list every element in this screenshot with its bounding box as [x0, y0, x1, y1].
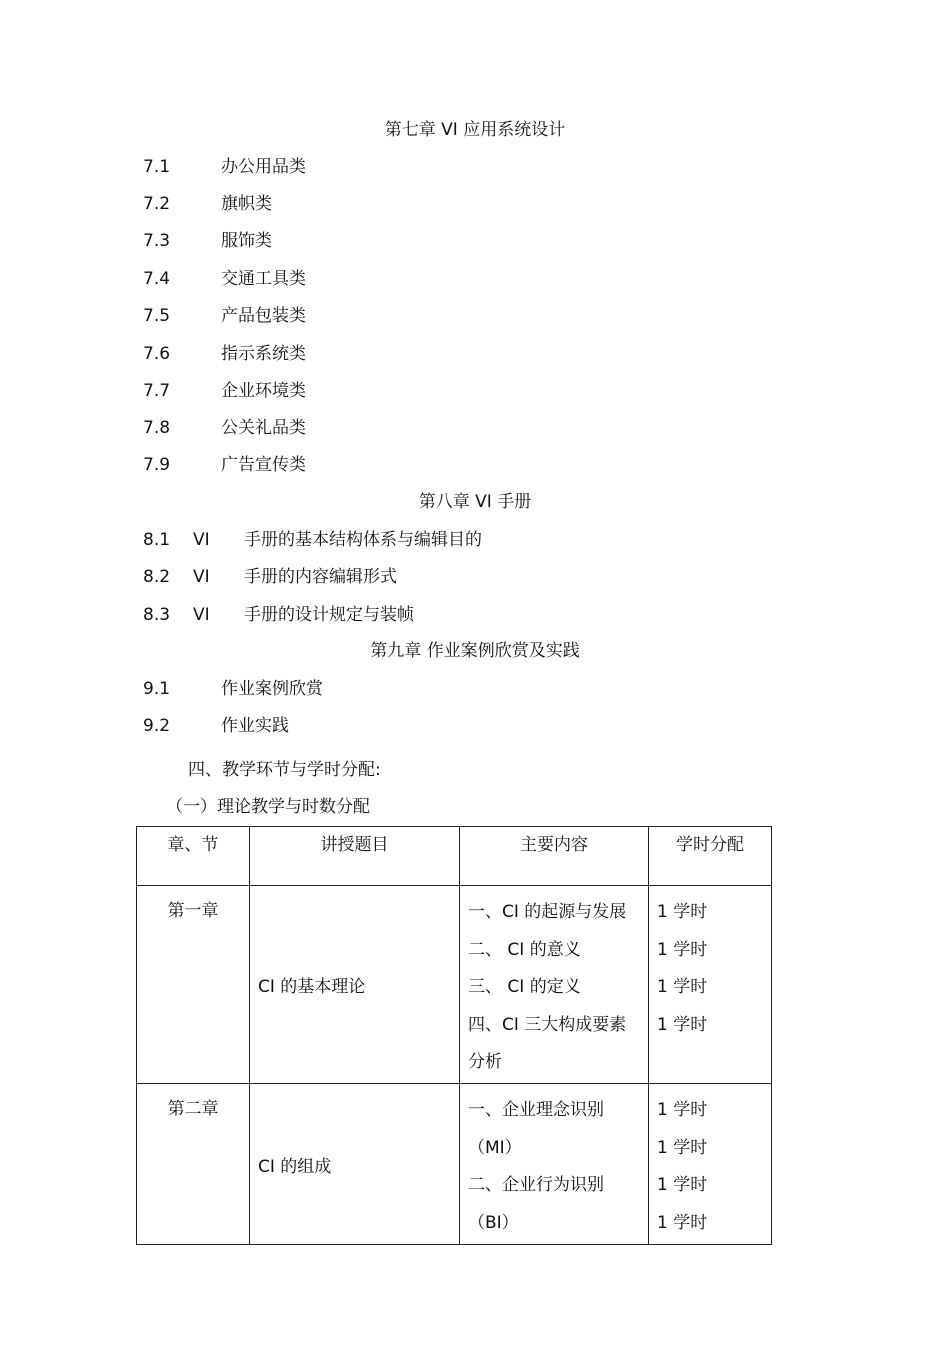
hour-line: 1 学时 [657, 1137, 708, 1158]
toc-item-label: 服饰类 [221, 231, 272, 251]
toc-item-number: 7.8 [143, 418, 171, 438]
chapter-7-title: 第七章 VI 应用系统设计 [384, 120, 566, 140]
toc-item-label: 广告宣传类 [221, 455, 306, 475]
hours-allocation-table [136, 826, 771, 1233]
hour-line: 1 学时 [657, 939, 708, 960]
toc-item-number: 8.3 [143, 605, 171, 625]
hour-line: 1 学时 [657, 1175, 708, 1195]
toc-item-label: 企业环境类 [221, 381, 306, 401]
toc-item-label: 产品包装类 [221, 306, 306, 326]
content-line: 二、 CI 的意义 [468, 939, 581, 960]
content-line: （MI） [468, 1137, 522, 1158]
toc-item-label: 办公用品类 [221, 157, 306, 177]
table-row [137, 886, 772, 1084]
toc-item-number: 7.5 [143, 306, 171, 326]
toc-item-number: 8.2 [143, 567, 171, 587]
table-header: 讲授题目 [250, 827, 460, 886]
toc-item-label: 公关礼品类 [221, 418, 306, 438]
toc-item-label: 交通工具类 [221, 269, 306, 289]
content-line: 二、企业行为识别 [468, 1175, 604, 1195]
toc-item-number: 7.3 [143, 231, 171, 251]
table-header: 章、节 [137, 827, 250, 886]
content-line: 一、企业理念识别 [468, 1100, 604, 1120]
subsection-heading: （一）理论教学与时数分配 [166, 797, 370, 817]
toc-item-number: 7.2 [143, 194, 171, 214]
toc-item-number: 7.1 [143, 157, 171, 177]
content-line: 三、 CI 的定义 [468, 977, 581, 997]
content-line: （BI） [468, 1212, 519, 1233]
hour-line: 1 学时 [657, 902, 708, 922]
content-cell [460, 1084, 649, 1245]
hours-cell [649, 1084, 772, 1245]
table-row [137, 1084, 772, 1245]
chapter-cell: 第二章 [137, 1084, 250, 1245]
toc-item-number: 9.2 [143, 716, 171, 736]
toc-item-label: 手册的内容编辑形式 [244, 567, 397, 587]
toc-item-label: 指示系统类 [221, 344, 306, 364]
chapter-9-title: 第九章 作业案例欣赏及实践 [370, 641, 580, 661]
table-header: 主要内容 [460, 827, 649, 886]
table-header-row [137, 827, 772, 886]
content-line: 分析 [468, 1052, 502, 1072]
toc-item-number: 8.1 [143, 530, 171, 550]
toc-item-number: 7.6 [143, 344, 171, 364]
content-line: 一、CI 的起源与发展 [468, 902, 627, 922]
toc-item-number: 7.9 [143, 455, 171, 475]
section-heading: 四、教学环节与学时分配: [188, 760, 381, 780]
hours-cell [649, 886, 772, 1084]
topic-cell: CI 的组成 [250, 1084, 460, 1245]
toc-item-label: 作业案例欣赏 [221, 679, 323, 699]
content-cell [460, 886, 649, 1084]
topic-cell: CI 的基本理论 [250, 886, 460, 1084]
toc-item-prefix: VI [193, 605, 210, 625]
toc-item-prefix: VI [193, 530, 210, 550]
chapter-8-title: 第八章 VI 手册 [418, 492, 532, 512]
toc-item-label: 手册的设计规定与装帧 [244, 605, 414, 625]
toc-item-number: 9.1 [143, 679, 171, 699]
toc-item-prefix: VI [193, 567, 210, 587]
chapter-cell: 第一章 [137, 886, 250, 1084]
hour-line: 1 学时 [657, 1100, 708, 1120]
toc-item-label: 旗帜类 [221, 194, 272, 214]
hour-line: 1 学时 [657, 1014, 708, 1035]
hour-line: 1 学时 [657, 977, 708, 997]
toc-item-label: 作业实践 [221, 716, 289, 736]
toc-item-label: 手册的基本结构体系与编辑目的 [244, 530, 482, 550]
toc-item-number: 7.4 [143, 269, 171, 289]
toc-item-number: 7.7 [143, 381, 171, 401]
hour-line: 1 学时 [657, 1212, 708, 1233]
table-header: 学时分配 [649, 827, 772, 886]
content-line: 四、CI 三大构成要素 [468, 1014, 627, 1035]
